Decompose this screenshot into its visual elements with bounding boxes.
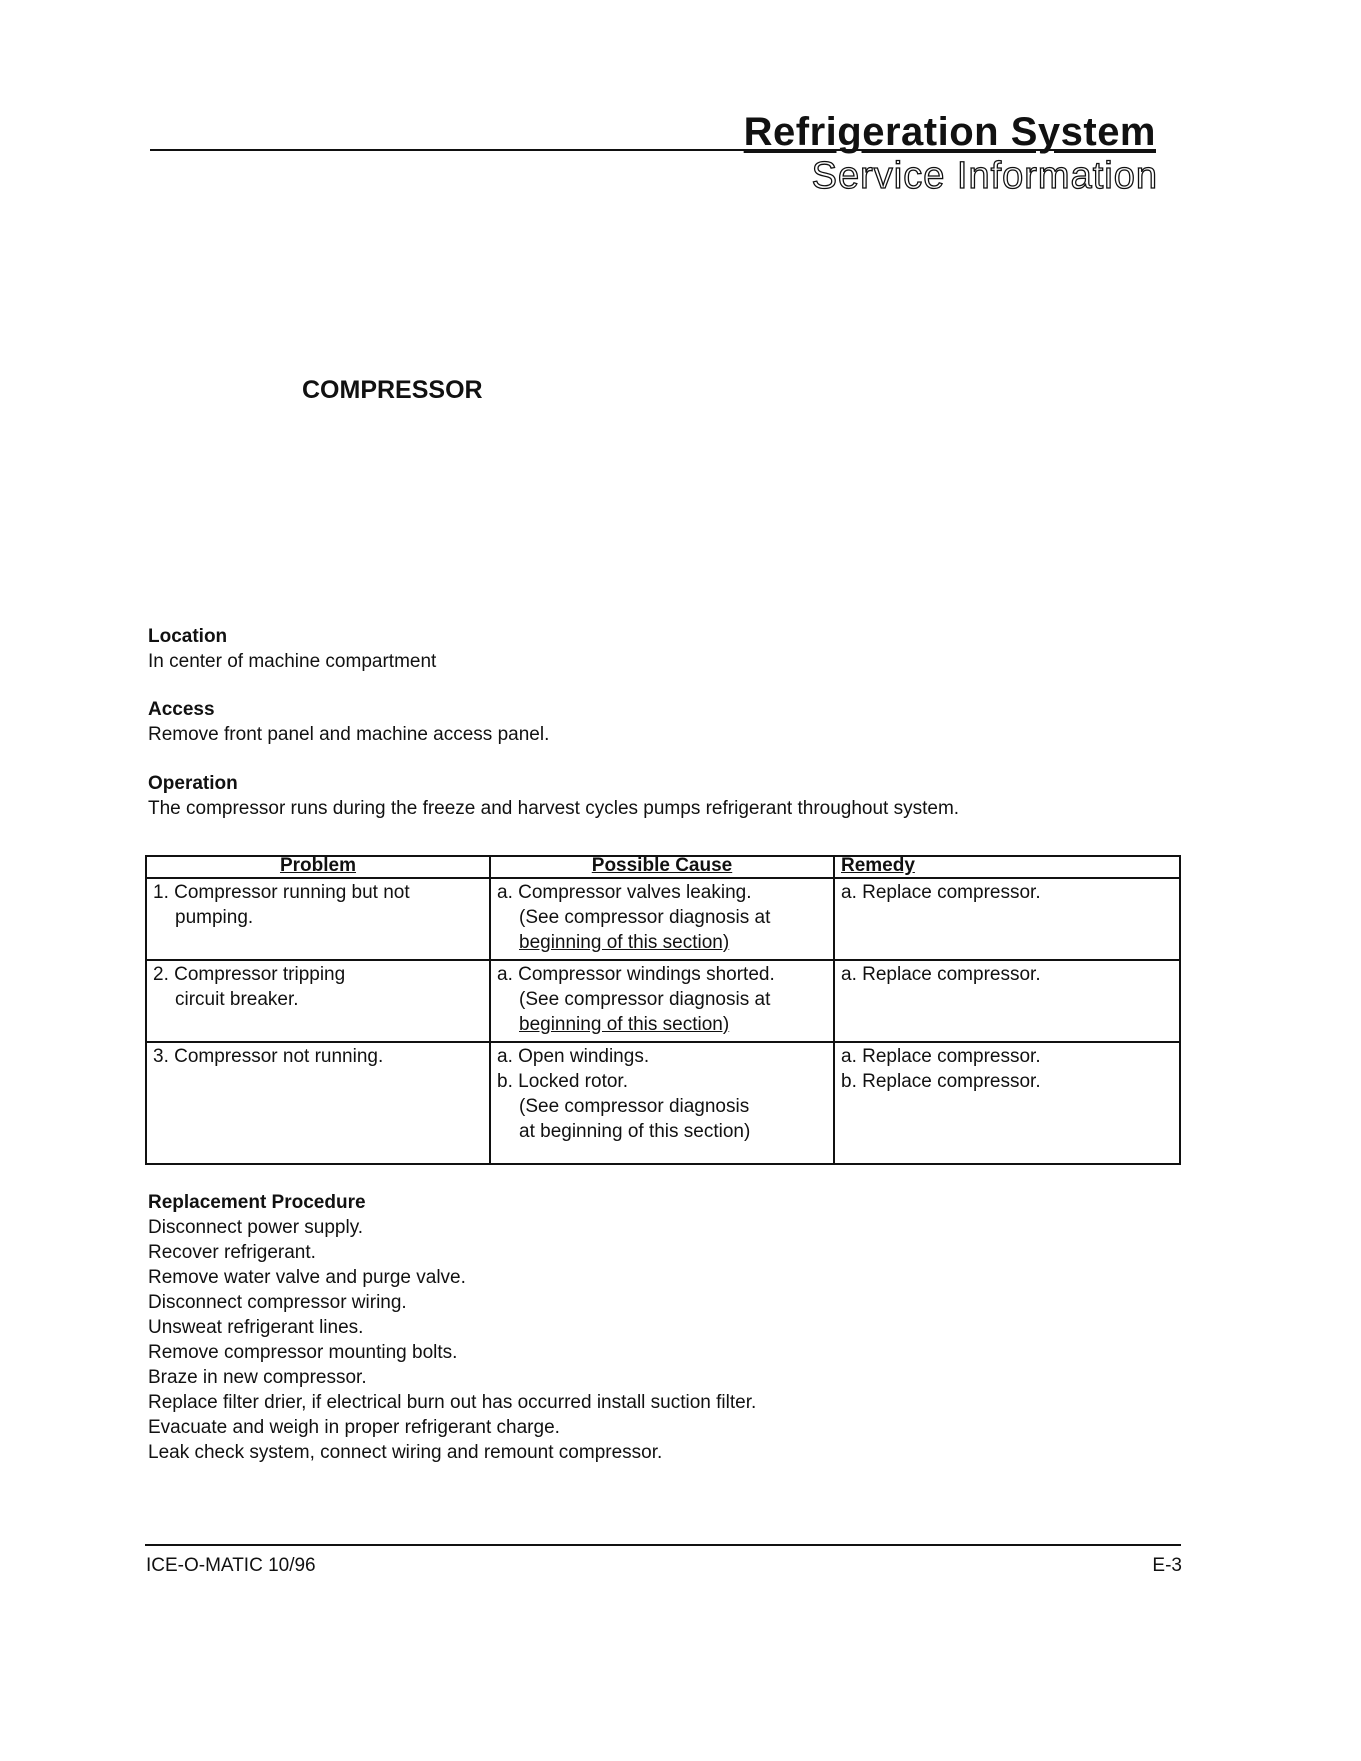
procedure-step: Disconnect power supply.: [148, 1217, 364, 1238]
procedure-step: Unsweat refrigerant lines.: [148, 1317, 364, 1338]
procedure-step: Disconnect compressor wiring.: [148, 1292, 407, 1313]
procedure-step: Remove water valve and purge valve.: [148, 1267, 466, 1288]
troubleshooting-table: [145, 855, 1181, 1165]
location-label: Location: [148, 626, 228, 647]
header-title: Refrigeration System: [743, 110, 1156, 154]
remedy-cell: [834, 878, 1180, 960]
location-text: In center of machine compartment: [148, 651, 437, 672]
cause-line: beginning of this section): [519, 1014, 730, 1035]
cause-line: (See compressor diagnosis: [519, 1096, 750, 1117]
procedure-step: Replace filter drier, if electrical burn out has occurred install suction filter.: [148, 1392, 757, 1413]
cause-line: a. Open windings.: [497, 1046, 650, 1067]
cause-line: at beginning of this section): [519, 1121, 751, 1142]
table-row: [146, 878, 1180, 960]
cause-line: (See compressor diagnosis at: [519, 989, 771, 1010]
problem-cell: [146, 960, 490, 1042]
procedure-step: Recover refrigerant.: [148, 1242, 316, 1263]
cause-line: a. Compressor windings shorted.: [497, 964, 775, 985]
remedy-cell: [834, 960, 1180, 1042]
table-header-row: [146, 856, 1180, 878]
header-remedy: Remedy: [834, 856, 1180, 878]
header-possible-cause: Possible Cause: [490, 856, 834, 878]
remedy-line: a. Replace compressor.: [841, 1046, 1041, 1067]
access-label: Access: [148, 699, 215, 720]
procedure-step: Leak check system, connect wiring and remount compressor.: [148, 1442, 663, 1463]
remedy-cell: [834, 1042, 1180, 1164]
operation-label: Operation: [148, 773, 238, 794]
cause-cell: [490, 878, 834, 960]
procedure-label: Replacement Procedure: [148, 1192, 366, 1213]
procedure-step: Braze in new compressor.: [148, 1367, 367, 1388]
footer-rule: [145, 1544, 1181, 1546]
access-text: Remove front panel and machine access panel.: [148, 724, 550, 745]
cause-line: a. Compressor valves leaking.: [497, 882, 752, 903]
footer-publisher-date: ICE-O-MATIC 10/96: [146, 1555, 316, 1576]
access-block: [148, 697, 549, 747]
header-problem: Problem: [146, 856, 490, 878]
procedure-step: Remove compressor mounting bolts.: [148, 1342, 458, 1363]
problem-line: 2. Compressor tripping: [153, 964, 346, 985]
remedy-line: a. Replace compressor.: [841, 964, 1041, 985]
problem-cell: [146, 878, 490, 960]
section-heading: COMPRESSOR: [302, 376, 483, 404]
problem-line: 3. Compressor not running.: [153, 1046, 384, 1067]
cause-line: (See compressor diagnosis at: [519, 907, 771, 928]
cause-line: beginning of this section): [519, 932, 730, 953]
replacement-procedure: [148, 1190, 756, 1465]
problem-line: 1. Compressor running but not: [153, 882, 410, 903]
procedure-step: Evacuate and weigh in proper refrigerant charge.: [148, 1417, 560, 1438]
remedy-line: b. Replace compressor.: [841, 1071, 1041, 1092]
problem-cell: [146, 1042, 490, 1164]
table-row: [146, 960, 1180, 1042]
cause-line: b. Locked rotor.: [497, 1071, 628, 1092]
remedy-line: a. Replace compressor.: [841, 882, 1041, 903]
cause-cell: [490, 960, 834, 1042]
location-block: [148, 624, 436, 674]
header-subtitle: Service Information: [811, 155, 1158, 197]
cause-cell: [490, 1042, 834, 1164]
operation-text: The compressor runs during the freeze and harvest cycles pumps refrigerant throughout system.: [148, 798, 960, 819]
table-row: [146, 1042, 1180, 1164]
problem-line: pumping.: [175, 907, 254, 928]
problem-line: circuit breaker.: [175, 989, 299, 1010]
operation-block: [148, 771, 959, 821]
page-number: E-3: [1152, 1555, 1182, 1576]
